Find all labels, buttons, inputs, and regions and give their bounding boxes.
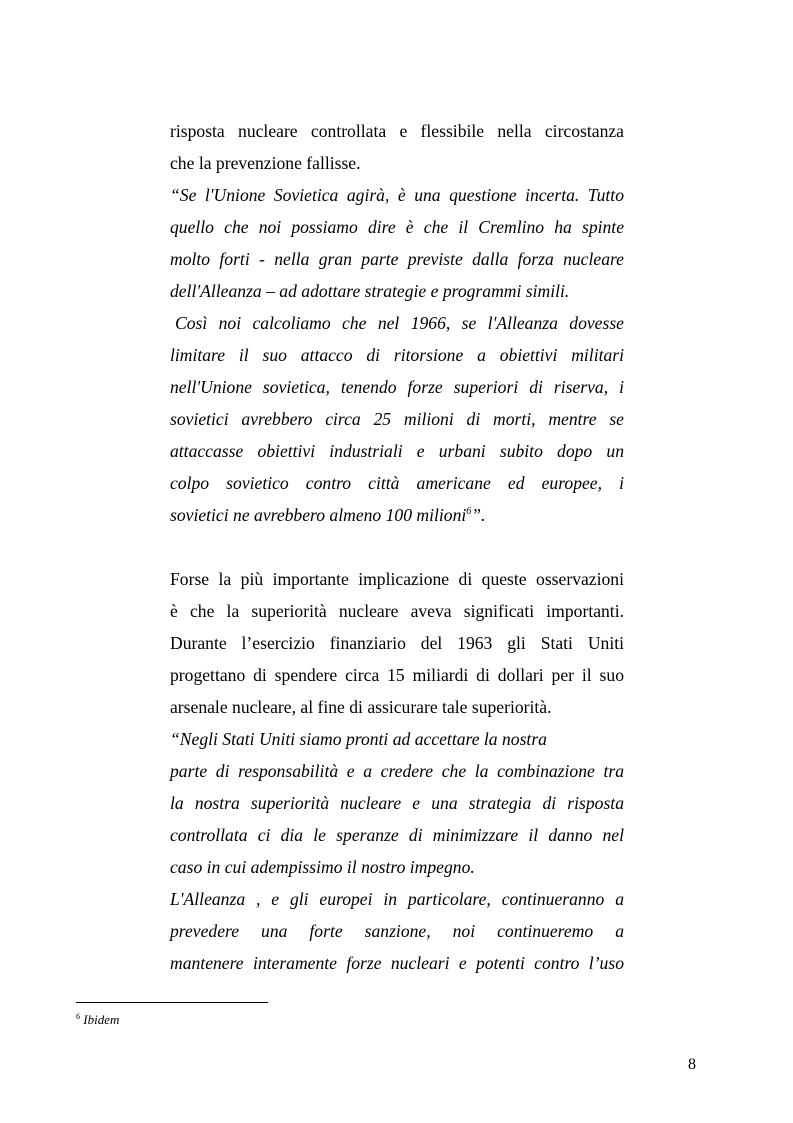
quote-line: mantenere interamente forze nucleari e potenti contro l’uso xyxy=(170,953,624,973)
footnote-reference: 6 xyxy=(466,506,472,517)
quote-line: Così noi calcoliamo che nel 1966, se l'Alleanza dovesse xyxy=(175,313,624,333)
quote-line: “Negli Stati Uniti siamo pronti ad accettare la nostra xyxy=(170,729,547,749)
quote-line: parte di responsabilità e a credere che la combinazione tra xyxy=(170,761,624,781)
quote-line: L'Alleanza , e gli europei in particolare, continueranno a xyxy=(170,889,624,909)
body-line: Durante l’esercizio finanziario del 1963 gli Stati Uniti xyxy=(170,633,624,653)
quote-line: nell'Unione sovietica, tenendo forze superiori di riserva, i xyxy=(170,377,624,397)
body-line: Forse la più importante implicazione di queste osservazioni xyxy=(170,569,624,589)
quote-close: ”. xyxy=(471,505,486,525)
body-line: che la prevenzione fallisse. xyxy=(170,153,361,173)
body-line: risposta nucleare controllata e flessibile nella circostanza xyxy=(170,121,624,141)
quote-line: caso in cui adempissimo il nostro impegno. xyxy=(170,857,475,877)
quote-line: controllata ci dia le speranze di minimizzare il danno nel xyxy=(170,825,624,845)
footnote xyxy=(76,1012,119,1028)
quote-end-line xyxy=(170,503,624,527)
footnote-text: Ibidem xyxy=(83,1012,120,1027)
quote-line: sovietici avrebbero circa 25 milioni di morti, mentre se xyxy=(170,409,624,429)
quote-line: dell'Alleanza – ad adottare strategie e programmi simili. xyxy=(170,281,570,301)
footnote-mark: 6 xyxy=(76,1012,80,1021)
quote-line: colpo sovietico contro città americane ed europee, i xyxy=(170,473,624,493)
quote-line: limitare il suo attacco di ritorsione a obiettivi militari xyxy=(170,345,624,365)
page-number: 8 xyxy=(688,1056,696,1073)
body-line: progettano di spendere circa 15 miliardi di dollari per il suo xyxy=(170,665,624,685)
quote-line: attaccasse obiettivi industriali e urbani subito dopo un xyxy=(170,441,624,461)
quote-line: prevedere una forte sanzione, noi continueremo a xyxy=(170,921,624,941)
footnote-separator xyxy=(76,1002,268,1003)
quote-line: molto forti - nella gran parte previste dalla forza nucleare xyxy=(170,249,624,269)
quote-end-text: sovietici ne avrebbero almeno 100 milioni xyxy=(170,505,467,525)
body-line: arsenale nucleare, al fine di assicurare tale superiorità. xyxy=(170,697,552,717)
quote-line: quello che noi possiamo dire è che il Cremlino ha spinte xyxy=(170,217,624,237)
quote-line: “Se l'Unione Sovietica agirà, è una questione incerta. Tutto xyxy=(170,185,624,205)
quote-line: la nostra superiorità nucleare e una strategia di risposta xyxy=(170,793,624,813)
body-line: è che la superiorità nucleare aveva significati importanti. xyxy=(170,601,624,621)
